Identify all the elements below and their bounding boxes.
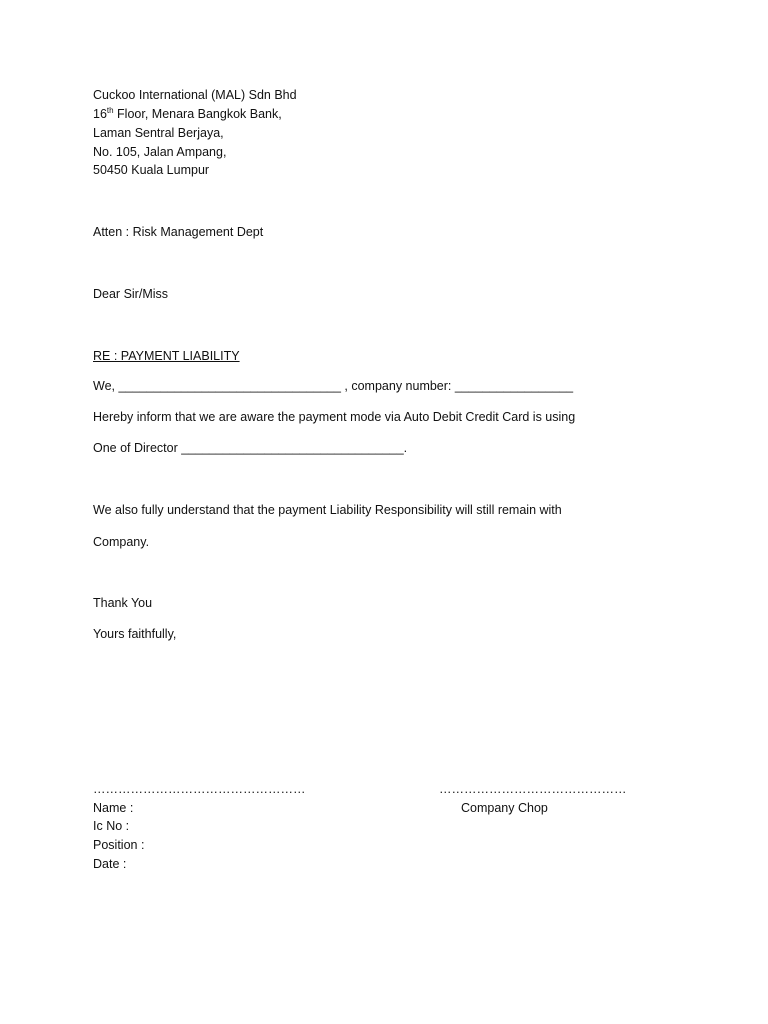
body-understand-line: We also fully understand that the payment Liability Responsibility will still remain with <box>93 503 562 517</box>
floor-rest: Floor, Menara Bangkok Bank, <box>113 107 282 121</box>
signature-right-dots: ……………………………………… <box>439 782 627 796</box>
signature-position: Position : <box>93 838 145 852</box>
floor-suffix: th <box>106 105 114 115</box>
body-director-line: One of Director ________________________________. <box>93 441 408 455</box>
address-company: Cuckoo International (MAL) Sdn Bhd <box>93 88 297 102</box>
subject-line: RE : PAYMENT LIABILITY <box>93 349 240 363</box>
floor-number: 16 <box>93 107 107 121</box>
closing-yours: Yours faithfully, <box>93 627 177 641</box>
address-line5: 50450 Kuala Lumpur <box>93 163 210 177</box>
body-company-line: Company. <box>93 535 150 549</box>
signature-ic-no: Ic No : <box>93 819 130 833</box>
salutation: Dear Sir/Miss <box>93 287 169 301</box>
company-chop-label: Company Chop <box>461 801 548 815</box>
body-we-line: We, ________________________________ , company number: _________________ <box>93 379 574 393</box>
address-floor <box>93 107 282 122</box>
signature-left-dots: …………………………………………… <box>93 782 306 796</box>
signature-name: Name : <box>93 801 134 815</box>
address-line4: No. 105, Jalan Ampang, <box>93 145 227 159</box>
address-line3: Laman Sentral Berjaya, <box>93 126 224 140</box>
attention-line: Atten : Risk Management Dept <box>93 225 264 239</box>
signature-date: Date : <box>93 857 127 871</box>
body-inform-line: Hereby inform that we are aware the payment mode via Auto Debit Credit Card is using <box>93 410 576 424</box>
closing-thanks: Thank You <box>93 596 153 610</box>
